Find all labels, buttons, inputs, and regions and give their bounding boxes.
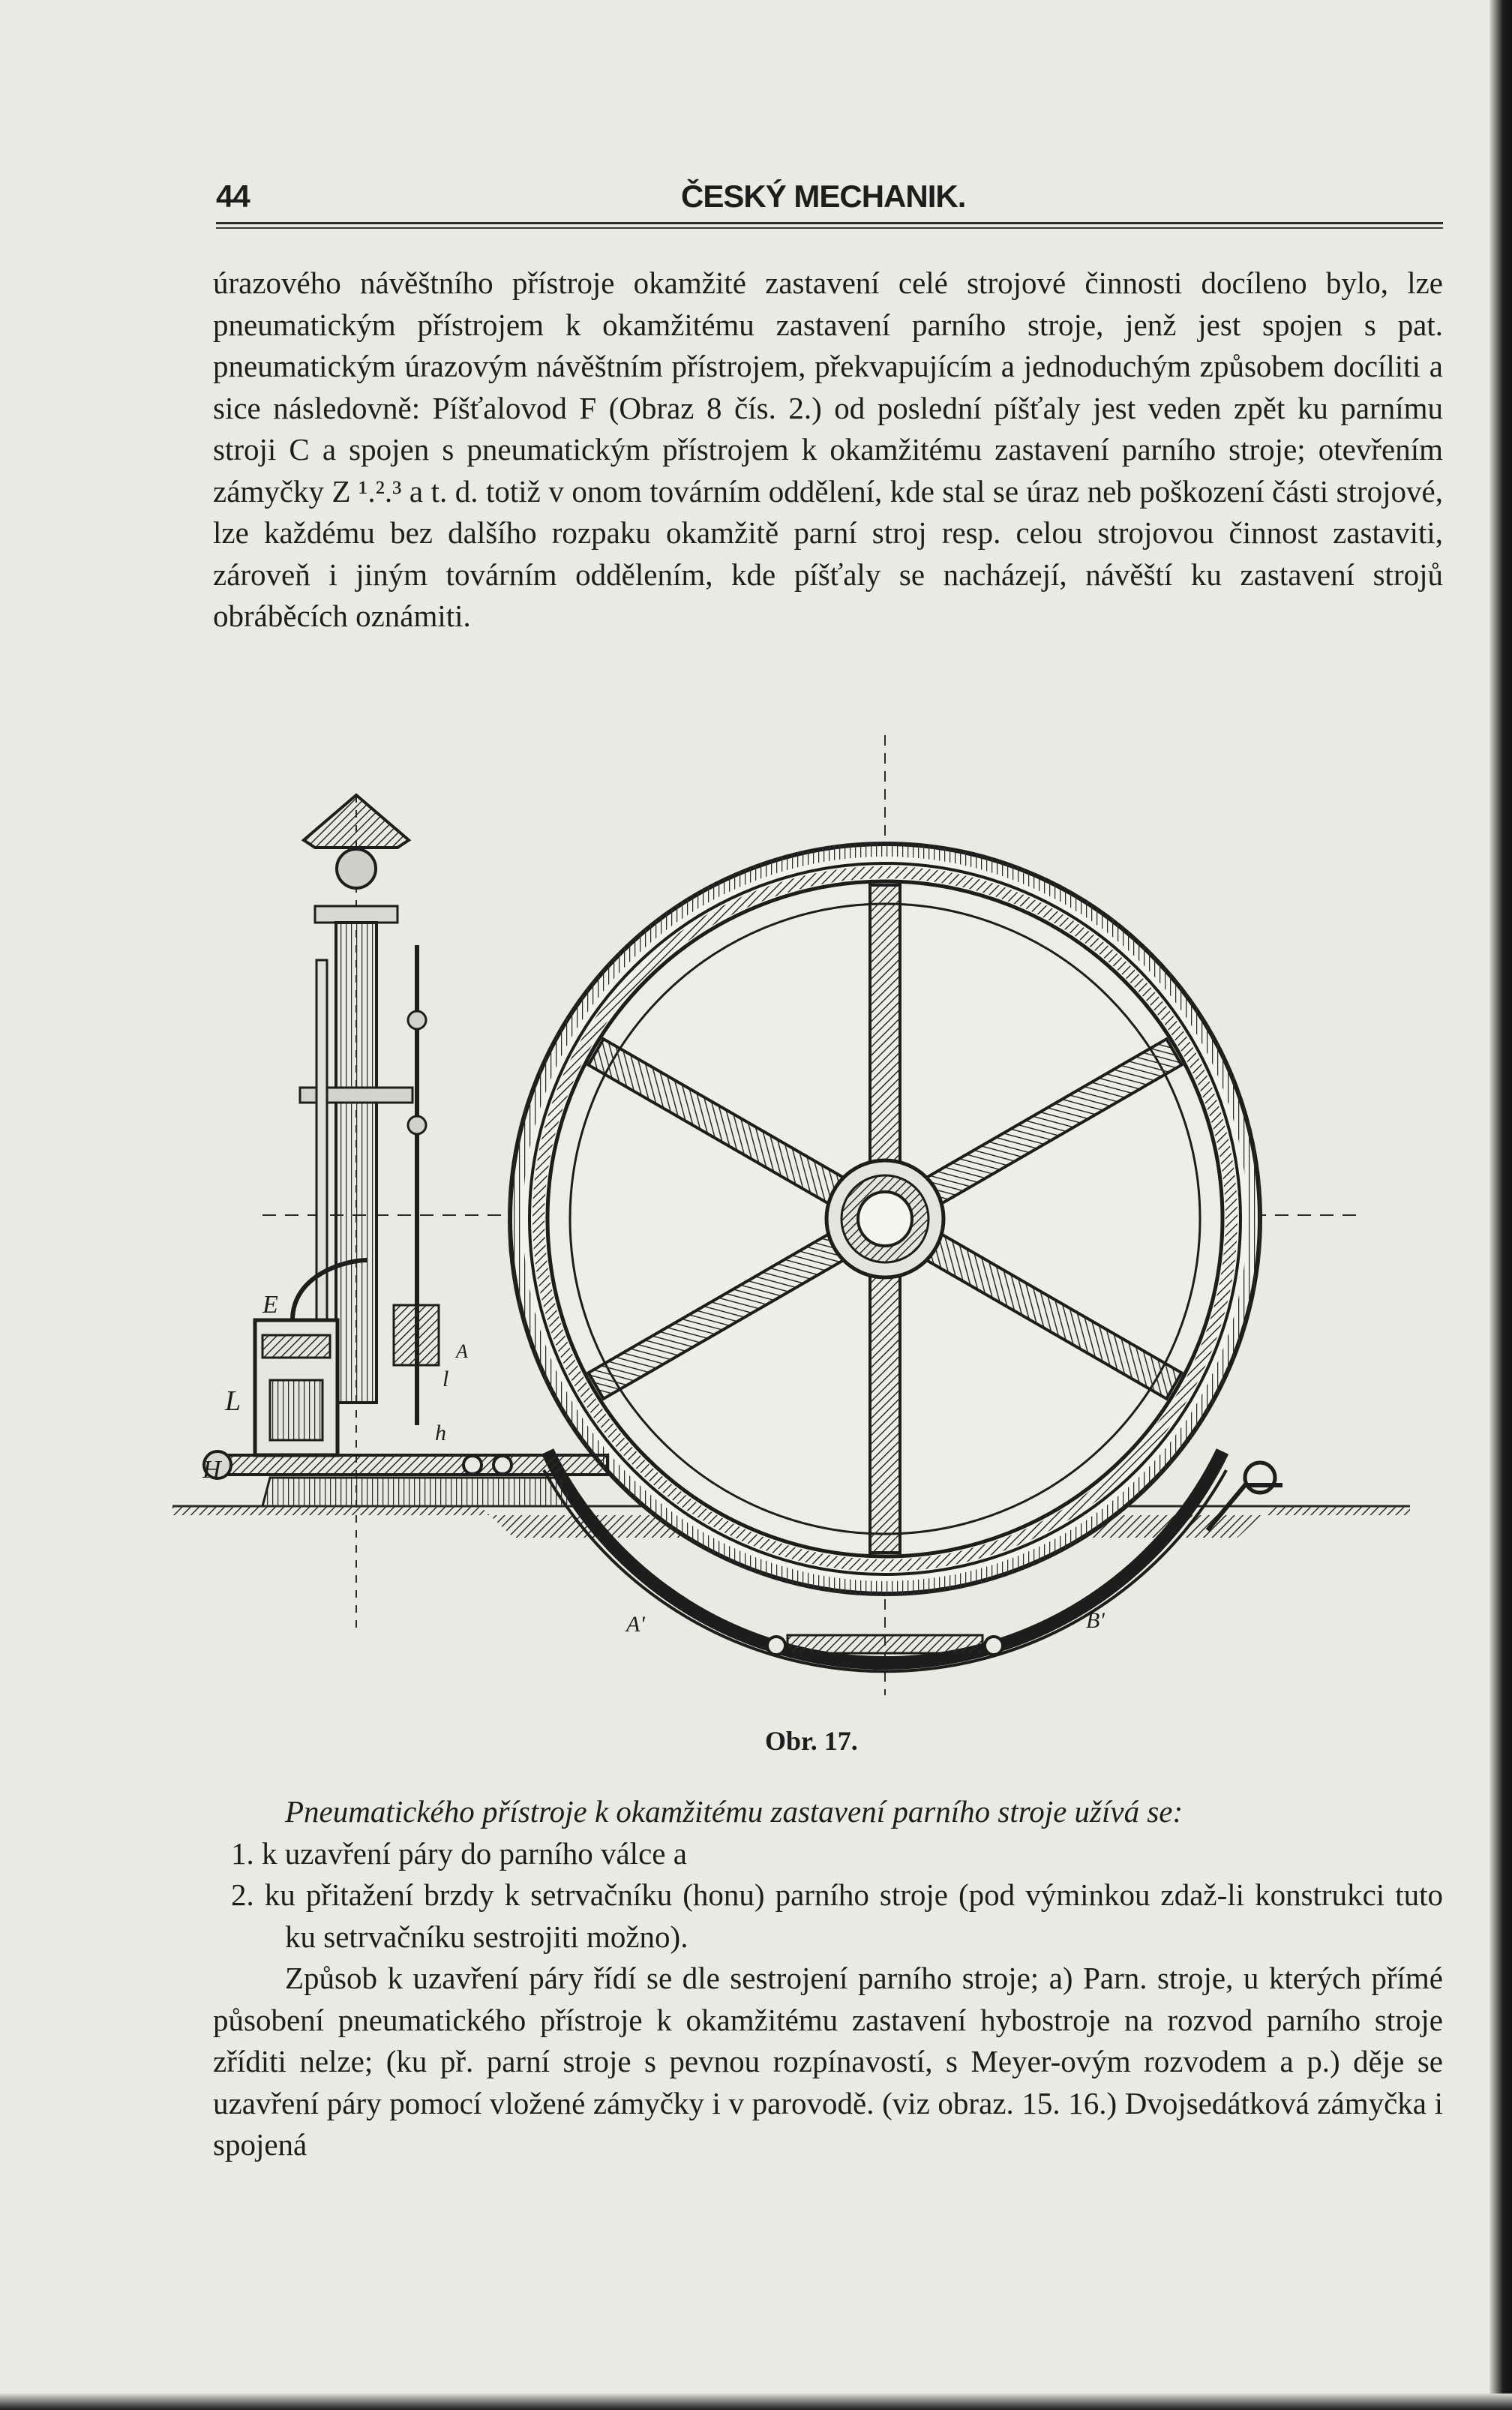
page-header xyxy=(216,179,1442,227)
steam-engine-engraving xyxy=(172,735,1410,1695)
list-item-1: 1. k uzavření páry do parního válce a xyxy=(231,1835,687,1871)
label-h-capital: H xyxy=(202,1456,221,1484)
header-rule-double xyxy=(216,227,1443,229)
label-b-prime: B' xyxy=(1086,1608,1105,1633)
page-dark-edge xyxy=(1490,0,1512,2410)
label-a-prime: A' xyxy=(626,1612,645,1637)
header-rule xyxy=(216,222,1443,224)
flywheel xyxy=(510,844,1260,1594)
page-bottom-edge xyxy=(0,2393,1512,2410)
top-paragraph: úrazového návěštního přístroje okamžité zastavení celé strojové činnosti docíleno bylo, lze pneumatickým přístrojem k okamžitému zastavení parního stroje, jenž jest spojen s pat. pneumatickým úrazovým návěštním přístrojem, překvapujícím a jednoduchým způsobem docíliti a sice následovně: Píšťalovod F (Obraz 8 čís. 2.) od poslední píšťaly jest veden zpět ku parnímu stroji C a spojen s pneumatickým přístrojem k okamžitému zastavení parního stroje; otevřením zámyčky Z ¹.².³ a t. d. totiž v onom továrním oddělení, kde stal se úraz neb poškození části strojové, lze každému bez dalšího rozpaku okamžitě parní stroj resp. celou strojovou činnost zastaviti, zároveň i jiným továrním oddělením, kde píšťaly se nacházejí, návěští ku zastavení strojů obráběcích oznámiti. xyxy=(213,266,1443,633)
figure-caption: Obr. 17. xyxy=(765,1726,858,1756)
page-number: 44 xyxy=(216,179,250,214)
method-paragraph: Způsob k uzavření páry řídí se dle sestrojení parního stroje; a) Parn. stroje, u kterých přímé působení pneumatického přístroje k okamžitému zastavení hybostroje na rozvod parního stroje zříditi nelze; (ku př. parní stroje s pevnou rozpínavostí, s Meyer-ovým rozvodem a p.) děje se uzavření páry pomocí vložené zámyčky i v parovodě. (viz obraz. 15. 16.) Dvojsedátková zámyčka i spojená xyxy=(213,1961,1443,2162)
figure-steam-engine xyxy=(172,735,1410,1695)
list-item-2: 2. ku přitažení brzdy k setrvačníku (honu) parního stroje (pod výminkou zdaž-li konstrukci tuto ku setrvačníku sestrojiti možno). xyxy=(231,1877,1443,1954)
bottom-section xyxy=(213,1791,1443,2166)
lead-sentence: Pneumatického přístroje k okamžitému zastavení parního stroje užívá se: xyxy=(285,1794,1184,1829)
label-h-small: h xyxy=(435,1421,446,1445)
label-l-capital: L xyxy=(225,1385,242,1417)
label-e: E xyxy=(262,1291,278,1319)
running-title: ČESKÝ MECHANIK. xyxy=(681,179,966,214)
label-a-small: A xyxy=(456,1340,468,1362)
label-l-small: l xyxy=(442,1367,449,1391)
